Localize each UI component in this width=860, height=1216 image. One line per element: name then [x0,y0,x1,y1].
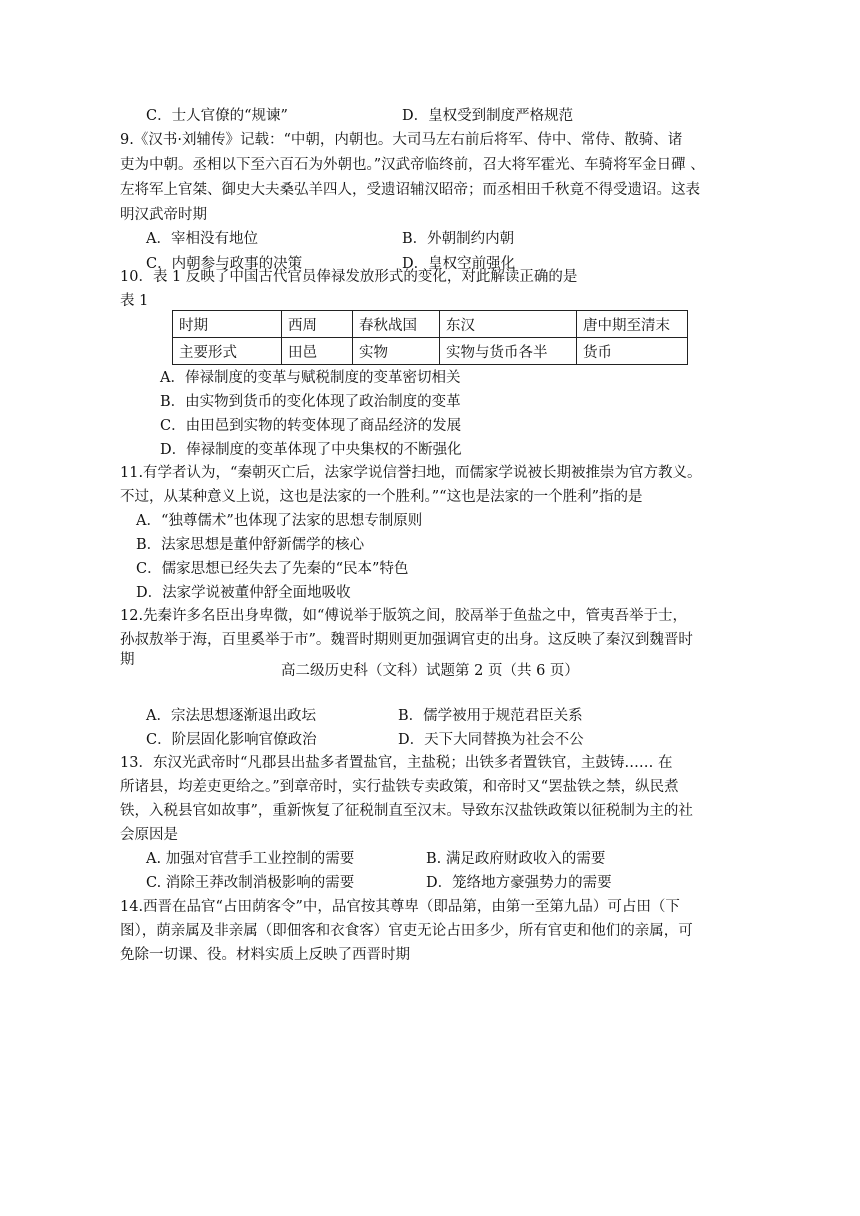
q13-stem-line: 13．东汉光武帝时“凡郡县出盐多者置盐官，主盐税；出铁多者置铁官，主鼓铸…… 在 [120,755,673,771]
table-cell: 唐中期至清末 [577,311,688,338]
salary-form-table [172,310,688,365]
q10-stem-line: 10．表 1 反映了中国古代官员俸禄发放形式的变化，对此解读正确的是 [120,269,578,285]
q12-stem-line: 12.先秦许多名臣出身卑微，如“傅说举于版筑之间，胶鬲举于鱼盐之中，管夷吾举于士， [120,608,687,624]
q9-stem-line: 吏为中朝。丞相以下至六百石为外朝也。”汉武帝临终前，召大将军霍光、车骑将军金日磾 、 [120,157,705,173]
q13-stem-line: 所诸县，均差吏更给之。”到章帝时，实行盐铁专卖政策，和帝时又“罢盐铁之禁，纵民煮 [120,779,679,795]
q13-stem-line: 铁，入税县官如故事”，重新恢复了征税制直至汉末。导致东汉盐铁政策以征税制为主的社 [120,803,693,819]
q10-option-c: C．由田邑到实物的转变体现了商品经济的发展 [160,418,462,434]
table-cell: 实物与货币各半 [440,338,577,365]
q11-stem-line: 不过，从某种意义上说，这也是法家的一个胜利。”“这也是法家的一个胜利”指的是 [120,489,643,505]
q13-stem-line: 会原因是 [120,827,178,843]
q13-option-b: B. 满足政府财政收入的需要 [426,851,606,867]
q11-option-c: C．儒家思想已经失去了先秦的“民本”特色 [136,561,409,577]
q12-option-d: D．天下大同替换为社会不公 [398,732,584,748]
q13-option-d: D．笼络地方豪强势力的需要 [426,875,612,891]
table-cell: 田邑 [282,338,353,365]
q11-option-a: A．“独尊儒术”也体现了法家的思想专制原则 [136,513,423,529]
q10-option-d: D．俸禄制度的变革体现了中央集权的不断强化 [160,442,462,458]
table-cell: 西周 [282,311,353,338]
table-cell: 东汉 [440,311,577,338]
q9-option-c: C．内朝参与政事的决策 [146,256,303,272]
q13-option-c: C. 消除王莽改制消极影响的需要 [146,875,355,891]
q11-option-b: B．法家思想是董仲舒新儒学的核心 [136,537,365,553]
q12-option-c: C．阶层固化影响官僚政治 [146,732,317,748]
q11-stem-line: 11.有学者认为，“秦朝灭亡后，法家学说信誉扫地，而儒家学说被长期被推崇为官方教义。 [120,465,702,481]
q13-option-a: A. 加强对官营手工业控制的需要 [146,851,355,867]
page-footer: 高二级历史科（文科）试题第 2 页（共 6 页） [281,663,579,679]
q12-option-b: B．儒学被用于规范君臣关系 [398,708,583,724]
table-cell: 春秋战国 [353,311,440,338]
q9-stem-line: 明汉武帝时期 [120,207,207,223]
q12-option-a: A．宗法思想逐渐退出政坛 [146,708,316,724]
q9-option-b: B．外朝制约内朝 [402,231,515,247]
q9-stem-line: 左将军上官桀、御史大夫桑弘羊四人，受遗诏辅汉昭帝；而丞相田千秋竟不得受遗诏。这表 [120,182,700,198]
table-cell: 时期 [173,311,282,338]
q14-stem-line: 免除一切课、役。材料实质上反映了西晋时期 [120,947,410,963]
q12-stem-line: 期 [120,652,135,668]
q9-stem-line: 9.《汉书·刘辅传》记载：“中朝，内朝也。大司马左右前后将军、侍中、常侍、散骑、诸 [120,132,683,148]
table-cell: 货币 [577,338,688,365]
q8-option-c: C．士人官僚的“规谏” [146,108,288,124]
table-row [173,338,688,365]
q14-stem-line: 14.西晋在品官“占田荫客令”中，品官按其尊卑（即品第，由第一至第九品）可占田（下 [120,899,680,915]
q9-option-d: D．皇权空前强化 [402,256,516,272]
q12-stem-line: 孙叔敖举于海，百里奚举于市”。魏晋时期则更加强调官吏的出身。这反映了秦汉到魏晋时 [120,632,693,648]
table-row [173,311,688,338]
q9-option-a: A．宰相没有地位 [146,231,258,247]
q10-table-caption: 表 1 [120,293,149,309]
q10-option-b: B．由实物到货币的变化体现了政治制度的变革 [160,394,461,410]
table-cell: 实物 [353,338,440,365]
q8-option-d: D．皇权受到制度严格规范 [402,108,574,124]
q11-option-d: D．法家学说被董仲舒全面地吸收 [136,585,351,601]
table-cell: 主要形式 [173,338,282,365]
q10-option-a: A．俸禄制度的变革与赋税制度的变革密切相关 [160,370,461,386]
q14-stem-line: 图），荫亲属及非亲属（即佃客和衣食客）官吏无论占田多少，所有官吏和他们的亲属，可 [120,923,693,939]
